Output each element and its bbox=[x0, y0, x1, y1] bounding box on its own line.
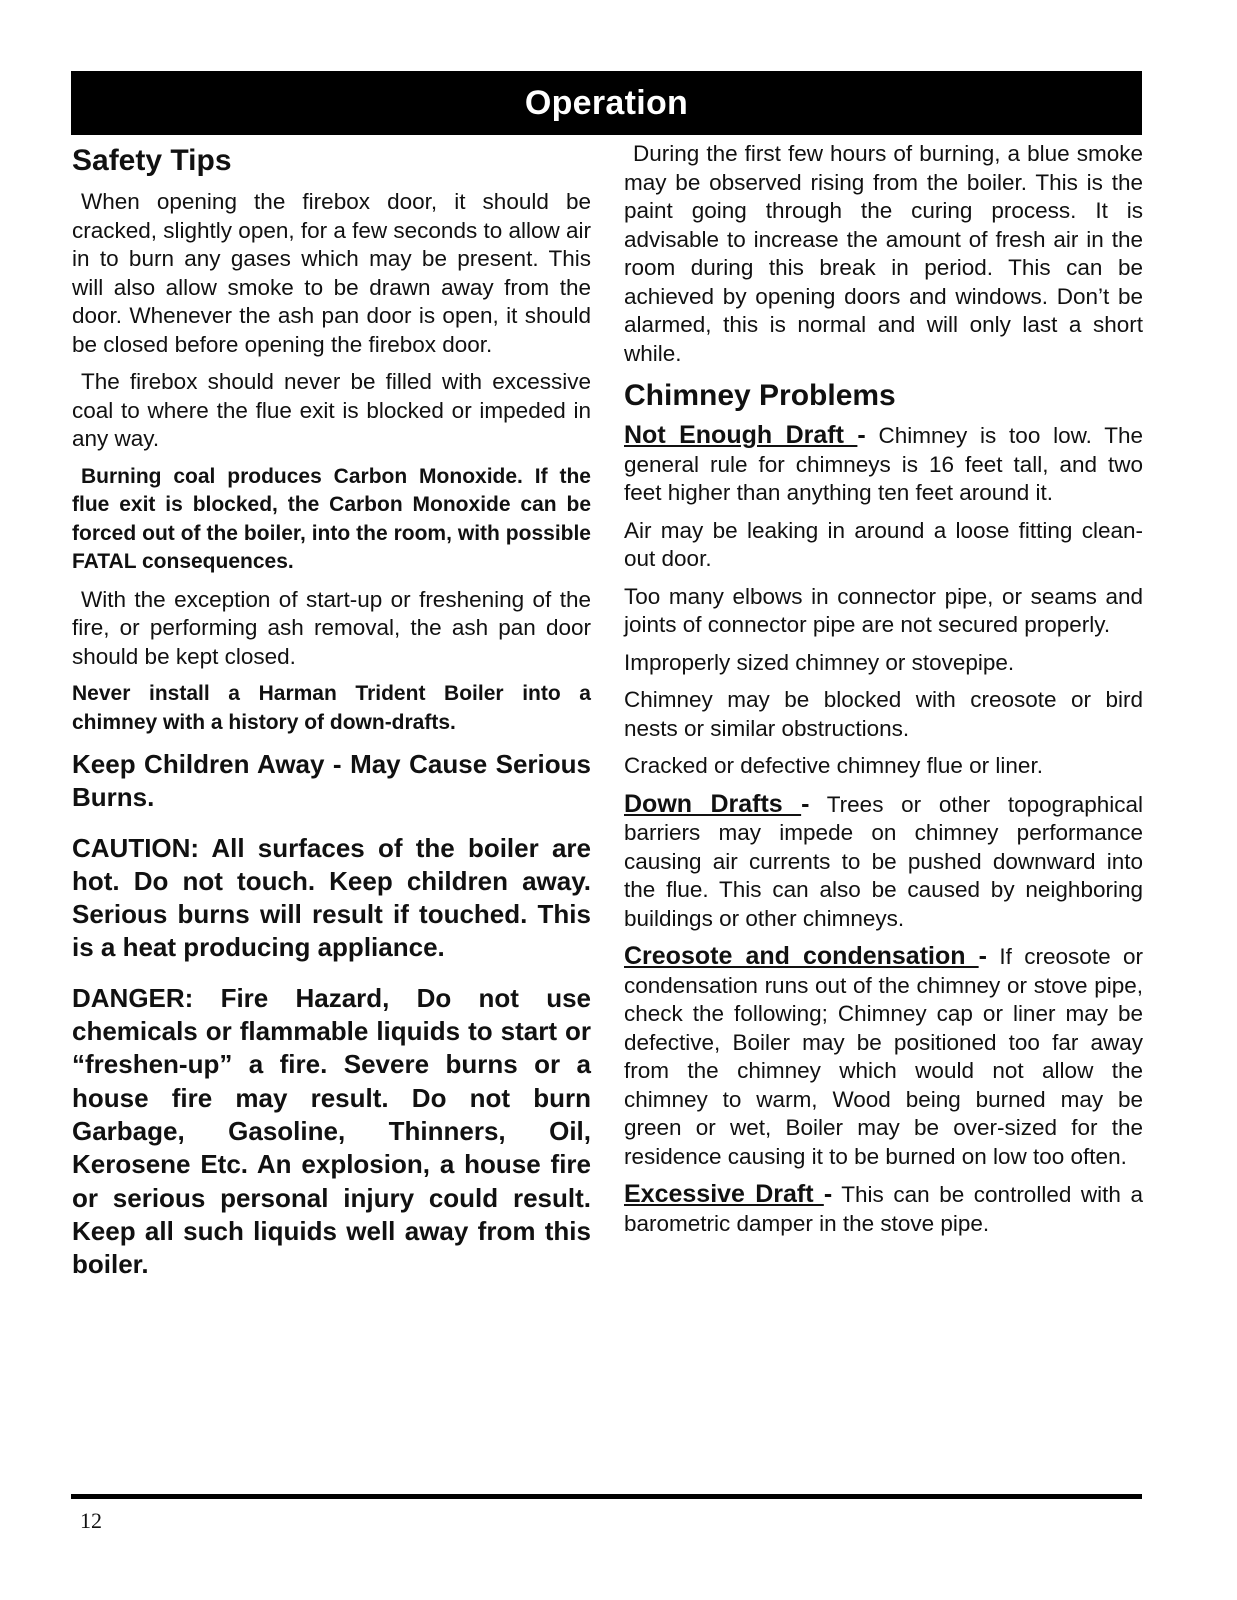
section-title: Operation bbox=[524, 83, 689, 122]
improper-size-paragraph: Improperly sized chimney or stovepipe. bbox=[624, 649, 1015, 675]
keep-children-warning: Keep Children Away - May Cause Serious Burns. bbox=[72, 749, 591, 813]
cracked-flue-paragraph: Cracked or defective chimney flue or liner. bbox=[624, 753, 1043, 778]
term-dash: - bbox=[857, 421, 866, 449]
elbows-paragraph: Too many elbows in connector pipe, or seams and joints of connector pipe are not secured properly. bbox=[624, 583, 1143, 637]
term-dash: - bbox=[978, 942, 987, 970]
creosote-paragraph bbox=[624, 942, 1143, 1171]
blocked-chimney-paragraph: Chimney may be blocked with creosote or bird nests or similar obstructions. bbox=[624, 687, 1143, 741]
right-column bbox=[624, 140, 1143, 1247]
safety-tips-heading: Safety Tips bbox=[72, 144, 232, 177]
caution-warning: CAUTION: All surfaces of the boiler are hot. Do not touch. Keep children away. Serious burns will result if touched. This is a heat producing appliance. bbox=[72, 832, 591, 963]
not-enough-draft-term: Not Enough Draft bbox=[624, 421, 858, 449]
safety-paragraph-4: With the exception of start-up or freshening of the fire, or performing ash removal, the ash pan door should be kept closed. bbox=[72, 586, 591, 669]
not-enough-draft-paragraph bbox=[624, 421, 1143, 508]
creosote-term: Creosote and condensation bbox=[624, 942, 979, 970]
not-enough-draft-text: Chimney is too low. The general rule for chimneys is 16 feet tall, and two feet higher than anything ten feet around it. bbox=[624, 423, 1144, 505]
down-drafts-text: Trees or other topographical barriers may impede on chimney performance causing air currents to be pushed downward into the flue. This can also be caused by neighboring buildings or other chimneys. bbox=[624, 791, 1143, 931]
safety-paragraph-1: When opening the firebox door, it should be cracked, slightly open, for a few seconds to allow air in to burn any gases which may be present. This will also allow smoke to be drawn away from the door. Whenever the ash pan door is open, it should be closed before opening the firebox door. bbox=[72, 189, 592, 357]
excessive-draft-text: This can be controlled with a barometric damper in the stove pipe. bbox=[624, 1182, 1143, 1236]
footer-rule bbox=[71, 1494, 1142, 1499]
break-in-paragraph: During the first few hours of burning, a blue smoke may be observed rising from the boiler. This is the paint going through the curing process. It is advisable to increase the amount of fresh air in the room during this break in period. This can be achieved by opening doors and windows. Don’t be alarmed, this is normal and will only last a short while. bbox=[624, 141, 1143, 366]
term-dash: - bbox=[823, 1180, 833, 1208]
left-column bbox=[72, 140, 591, 1298]
air-leak-paragraph: Air may be leaking in around a loose fitting clean-out door. bbox=[624, 517, 1143, 571]
danger-warning: DANGER: Fire Hazard, Do not use chemicals or flammable liquids to start or “freshen-up” a fire. Severe burns or a house fire may result. Do not burn Garbage, Gasoline, Thinners, Oil, Kerosene Etc. An explosion, a house fire or serious personal injury could result. Keep all such liquids well away from this boiler. bbox=[72, 982, 591, 1280]
down-drafts-term: Down Drafts bbox=[624, 789, 802, 818]
carbon-monoxide-warning: Burning coal produces Carbon Monoxide. If the flue exit is blocked, the Carbon Monoxide can be forced out of the boiler, into the room, with possible FATAL consequences. bbox=[72, 464, 591, 573]
term-dash: - bbox=[801, 789, 810, 818]
page-number: 12 bbox=[80, 1508, 102, 1533]
creosote-text: If creosote or condensation runs out of the chimney or stove pipe, check the following; Chimney cap or liner may be defective, Boiler may be positioned too far away from the chimney which would not allow the chimney to warm, Wood being burned may be green or wet, Boiler may be over-sized for the residence causing it to be burned on low too often. bbox=[624, 944, 1143, 1169]
down-drafts-paragraph bbox=[624, 790, 1143, 934]
chimney-problems-heading: Chimney Problems bbox=[624, 379, 896, 412]
excessive-draft-term: Excessive Draft bbox=[624, 1180, 824, 1208]
section-banner bbox=[71, 71, 1142, 135]
down-draft-warning: Never install a Harman Trident Boiler into a chimney with a history of down-drafts. bbox=[72, 682, 591, 734]
safety-paragraph-2: The firebox should never be filled with excessive coal to where the flue exit is blocked or impeded in any way. bbox=[72, 369, 591, 451]
excessive-draft-paragraph bbox=[624, 1180, 1143, 1238]
